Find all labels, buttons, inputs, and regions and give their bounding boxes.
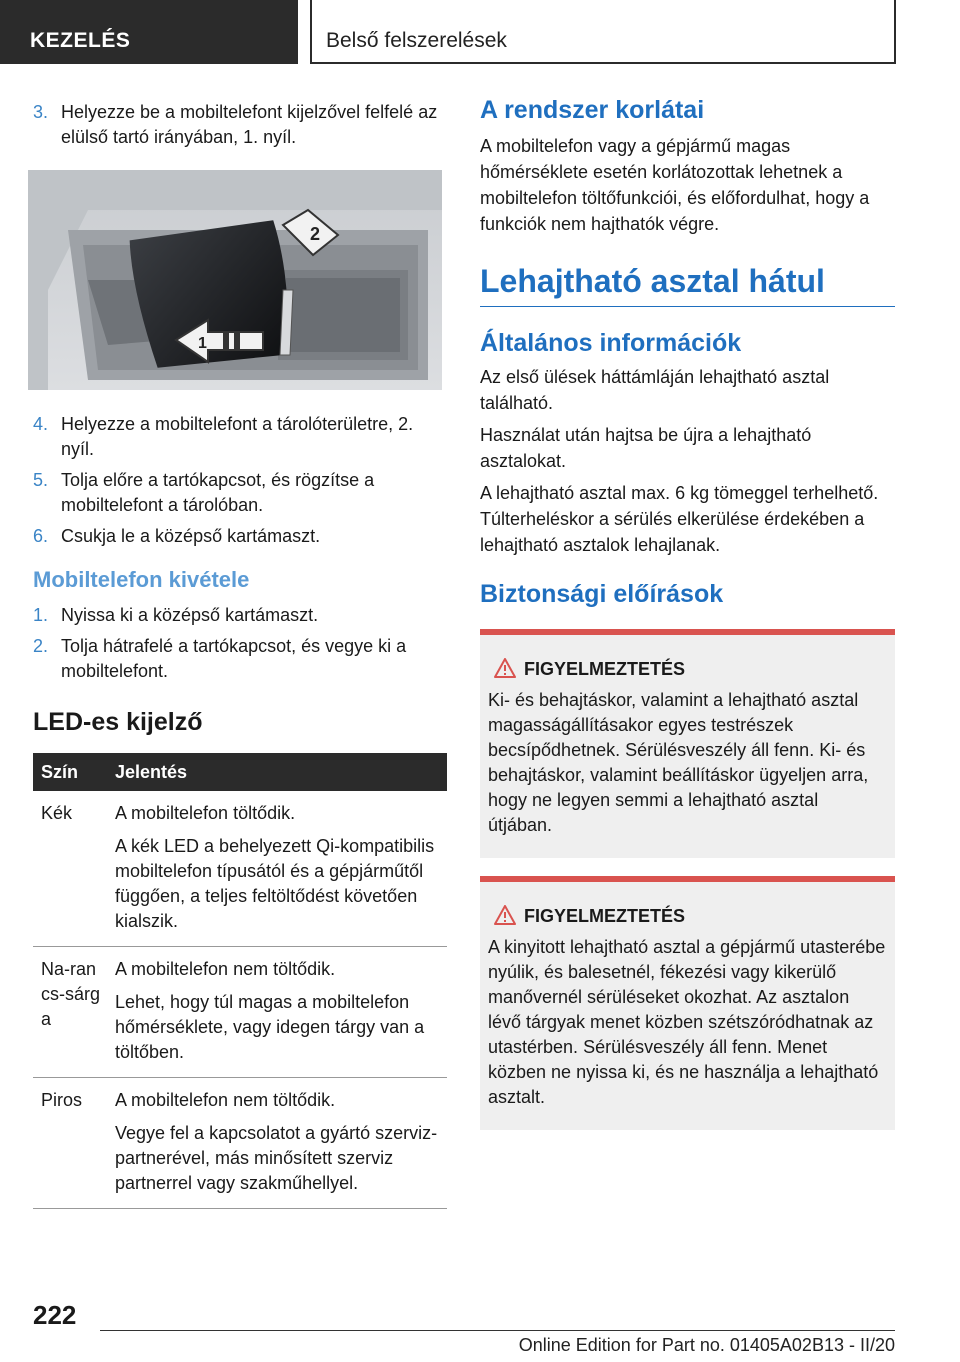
steps-remove: [33, 603, 447, 684]
list-item: [33, 412, 447, 462]
arrow-2-label: 2: [310, 224, 321, 244]
list-item: [33, 100, 447, 150]
cell-color: [33, 947, 115, 1078]
table-row: [33, 947, 447, 1078]
left-column: [33, 100, 447, 1209]
cell-meaning: [115, 947, 447, 1078]
step-number: 2.: [33, 636, 49, 656]
list-item: [33, 524, 447, 549]
safety-heading: Biztonsági előírások: [480, 580, 724, 608]
warning-box: [480, 629, 895, 858]
general-para: A lehajtható asztal max. 6 kg tömeggel terhelhető. Túlterheléskor a sérülés elkerülése érdekében a lehajtható asztalok lehajlanak.: [480, 483, 879, 555]
removal-heading: Mobiltelefon kivétele: [33, 567, 250, 592]
meaning-line: A mobiltelefon nem töltődik.: [115, 1090, 336, 1110]
warning-title-text: FIGYELMEZTETÉS: [524, 906, 686, 926]
cell-color-text: Na-rancs-sárga: [41, 959, 101, 1029]
footer-edition: Online Edition for Part no. 01405A02B13 - II/20: [518, 1335, 895, 1355]
step-number: 6.: [33, 526, 49, 546]
warning-text: Ki- és behajtáskor, valamint a lehajtható asztal magasságállításakor egyes testrészek becsípődhetnek. Sérülésveszély áll fenn. Ki- és behajtáskor, valamint beállításkor ügyeljen arra, hogy ne legyen semmi a lehajtható asztal útjában.: [488, 690, 869, 835]
phone-tray-figure: [28, 170, 442, 390]
page-number: 222: [33, 1300, 77, 1330]
main-heading: Lehajtható asztal hátul: [480, 263, 895, 307]
cell-color: Kék: [33, 791, 115, 947]
warning-triangle-icon: [494, 658, 516, 678]
general-heading: Általános információk: [480, 329, 742, 357]
warning-title: [488, 657, 887, 682]
cell-color: Piros: [33, 1078, 115, 1209]
footer-divider: [100, 1330, 895, 1331]
step-text: Tolja előre a tartókapcsot, és rögzítse a mobiltelefont a tárolóban.: [61, 470, 375, 515]
limits-text: A mobiltelefon vagy a gépjármű magas hőmérséklete esetén korlátozottak lehetnek a mobiltelefon töltőfunkciói, és előfordulhat, hogy a funkciók nem hajthatók végre.: [480, 136, 870, 234]
cell-meaning: [115, 1078, 447, 1209]
step-text: Tolja hátrafelé a tartókapcsot, és vegye ki a mobiltelefont.: [61, 636, 407, 681]
step-text: Nyissa ki a középső kartámaszt.: [61, 605, 319, 625]
warning-triangle-icon: [494, 905, 516, 925]
limits-heading: A rendszer korlátai: [480, 96, 705, 124]
cell-meaning: [115, 791, 447, 947]
step-number: 3.: [33, 102, 49, 122]
warning-text: A kinyitott lehajtható asztal a gépjármű utasterébe nyúlik, és balesetnél, fékezési vagy kikerülő manővernél sérüléseket okozhat. Az asztalon lévő tárgyak menet közben szétszóródhatnak az utastérben. Sérülésveszély áll fenn. Menet közben ne nyissa ki, és ne használja a lehajtható asztalt.: [488, 937, 886, 1107]
step-text: Helyezze be a mobiltelefont kijelzővel felfelé az elülső tartó irányában, 1. nyíl.: [61, 102, 438, 147]
meaning-line: A mobiltelefon töltődik.: [115, 803, 296, 823]
warning-box: [480, 876, 895, 1130]
led-table: [33, 753, 447, 1209]
column-header-meaning: Jelentés: [115, 753, 447, 791]
header-chapter: Belső felszerelések: [310, 0, 896, 64]
step-number: 1.: [33, 605, 49, 625]
arrow-1-label: 1: [198, 335, 207, 352]
phone-tray-illustration: [28, 170, 442, 390]
steps-store: [33, 412, 447, 549]
meaning-line: Vegye fel a kapcsolatot a gyártó szerviz-partnerével, más minősített szerviz partnerrel vagy szakműhellyel.: [115, 1123, 438, 1193]
table-row: [33, 791, 447, 947]
steps-insert: [33, 100, 447, 150]
general-para: Használat után hajtsa be újra a lehajtható asztalokat.: [480, 425, 812, 471]
warning-title-text: FIGYELMEZTETÉS: [524, 659, 686, 679]
led-heading: LED-es kijelző: [33, 708, 203, 736]
step-text: Helyezze a mobiltelefont a tárolóterületre, 2. nyíl.: [61, 414, 414, 459]
meaning-line: A mobiltelefon nem töltődik.: [115, 959, 336, 979]
list-item: [33, 468, 447, 518]
warning-title: [488, 904, 887, 929]
right-column: [480, 96, 895, 1130]
step-number: 4.: [33, 414, 49, 434]
table-header-row: [33, 753, 447, 791]
general-para: Az első ülések háttámláján lehajtható asztal található.: [480, 367, 830, 413]
table-row: [33, 1078, 447, 1209]
meaning-line: A kék LED a behelyezett Qi-kompatibilis mobiltelefon típusától és a gépjárműtől függően, a teljes feltöltődést követően kialszik.: [115, 836, 435, 931]
meaning-line: Lehet, hogy túl magas a mobiltelefon hőmérséklete, vagy idegen tárgy van a töltőben.: [115, 992, 425, 1062]
header-section: KEZELÉS: [0, 0, 298, 64]
step-text: Csukja le a középső kartámaszt.: [61, 526, 321, 546]
column-header-color: Szín: [33, 753, 115, 791]
step-number: 5.: [33, 470, 49, 490]
list-item: [33, 603, 447, 628]
list-item: [33, 634, 447, 684]
